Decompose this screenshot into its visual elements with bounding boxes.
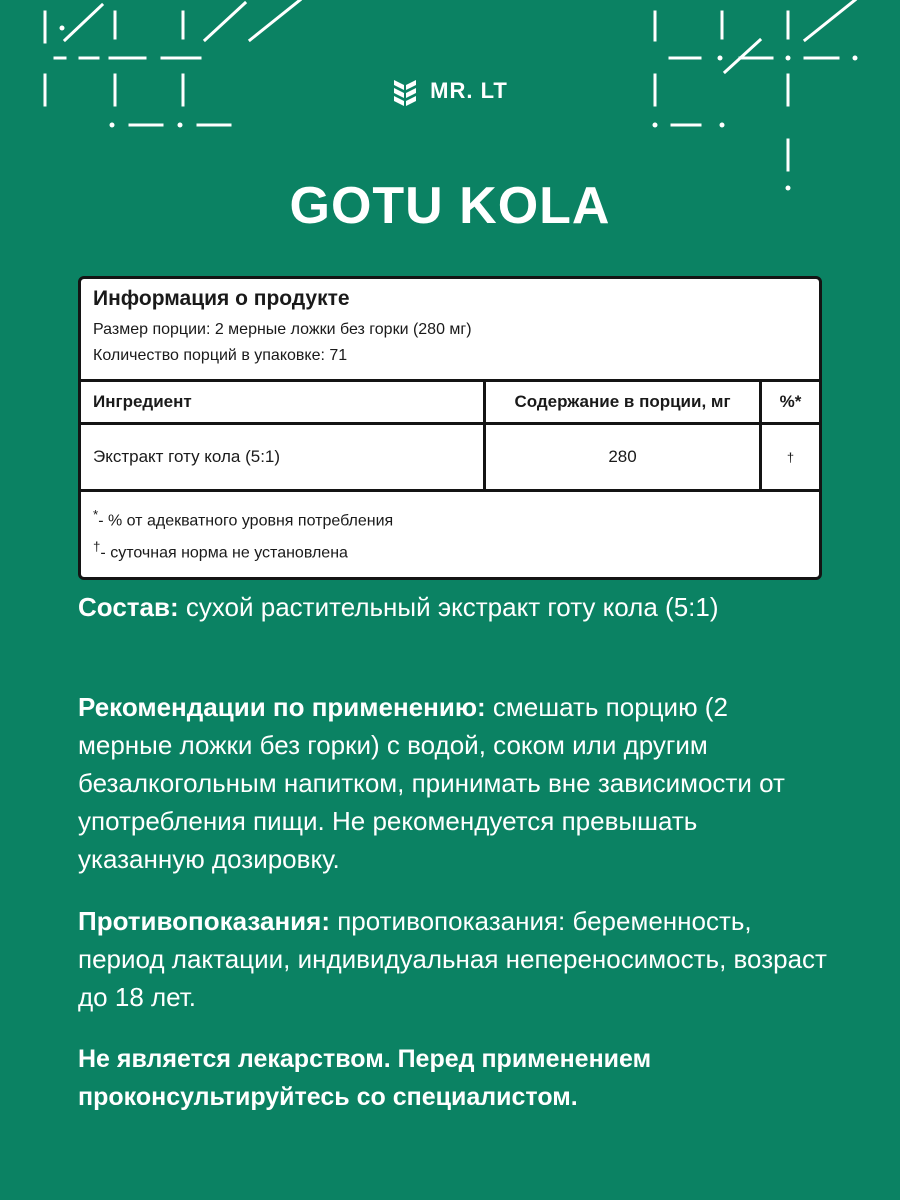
contraindications-text: противопоказания: беременность, период лактации, индивидуальная непереносимость, возраст до 18 лет. bbox=[78, 906, 827, 1012]
composition-text: сухой растительный экстракт готу кола (5:1) bbox=[178, 592, 719, 622]
column-header-percent: %* bbox=[759, 382, 819, 422]
table-header-row bbox=[81, 382, 819, 425]
composition-paragraph bbox=[78, 588, 828, 626]
contraindications-paragraph bbox=[78, 902, 828, 1016]
product-title: GOTU KOLA bbox=[289, 177, 611, 235]
usage-paragraph bbox=[78, 688, 828, 878]
ingredient-cell: Экстракт готу кола (5:1) bbox=[93, 447, 281, 466]
footnotes bbox=[81, 492, 819, 577]
contraindications-label: Противопоказания: bbox=[78, 906, 330, 936]
brand-name: MR. LT bbox=[430, 78, 508, 103]
info-header bbox=[81, 279, 819, 382]
composition-label: Состав: bbox=[78, 592, 179, 622]
percent-cell: † bbox=[759, 425, 819, 489]
brand-header bbox=[0, 74, 900, 108]
footnote-mark: * bbox=[93, 507, 99, 522]
table-row bbox=[81, 425, 819, 492]
servings-per-container: Количество порций в упаковке: 71 bbox=[93, 347, 348, 364]
info-title: Информация о продукте bbox=[93, 287, 350, 310]
usage-label: Рекомендации по применению: bbox=[78, 692, 486, 722]
footnote-mark: † bbox=[93, 539, 101, 555]
column-header-ingredient: Ингредиент bbox=[93, 392, 192, 411]
footnote bbox=[93, 534, 807, 566]
usage-text: смешать порцию (2 мерные ложки без горки) с водой, соком или другим безалкогольным напитком, принимать вне зависимости от употребления пищи. Не рекомендуется превышать указанную дозировку. bbox=[78, 692, 785, 874]
product-info-table bbox=[78, 276, 822, 580]
medical-warning: Не является лекарством. Перед применением проконсультируйтесь со специалистом. bbox=[78, 1045, 652, 1111]
footnote-text: - % от адекватного уровня потребления bbox=[98, 512, 394, 530]
footnote bbox=[93, 502, 807, 534]
amount-cell: 280 bbox=[483, 425, 759, 489]
column-header-amount: Содержание в порции, мг bbox=[483, 382, 759, 422]
leaf-stack-icon bbox=[392, 74, 418, 108]
serving-size: Размер порции: 2 мерные ложки без горки (280 мг) bbox=[93, 321, 472, 338]
footnote-text: - суточная норма не установлена bbox=[100, 544, 348, 562]
